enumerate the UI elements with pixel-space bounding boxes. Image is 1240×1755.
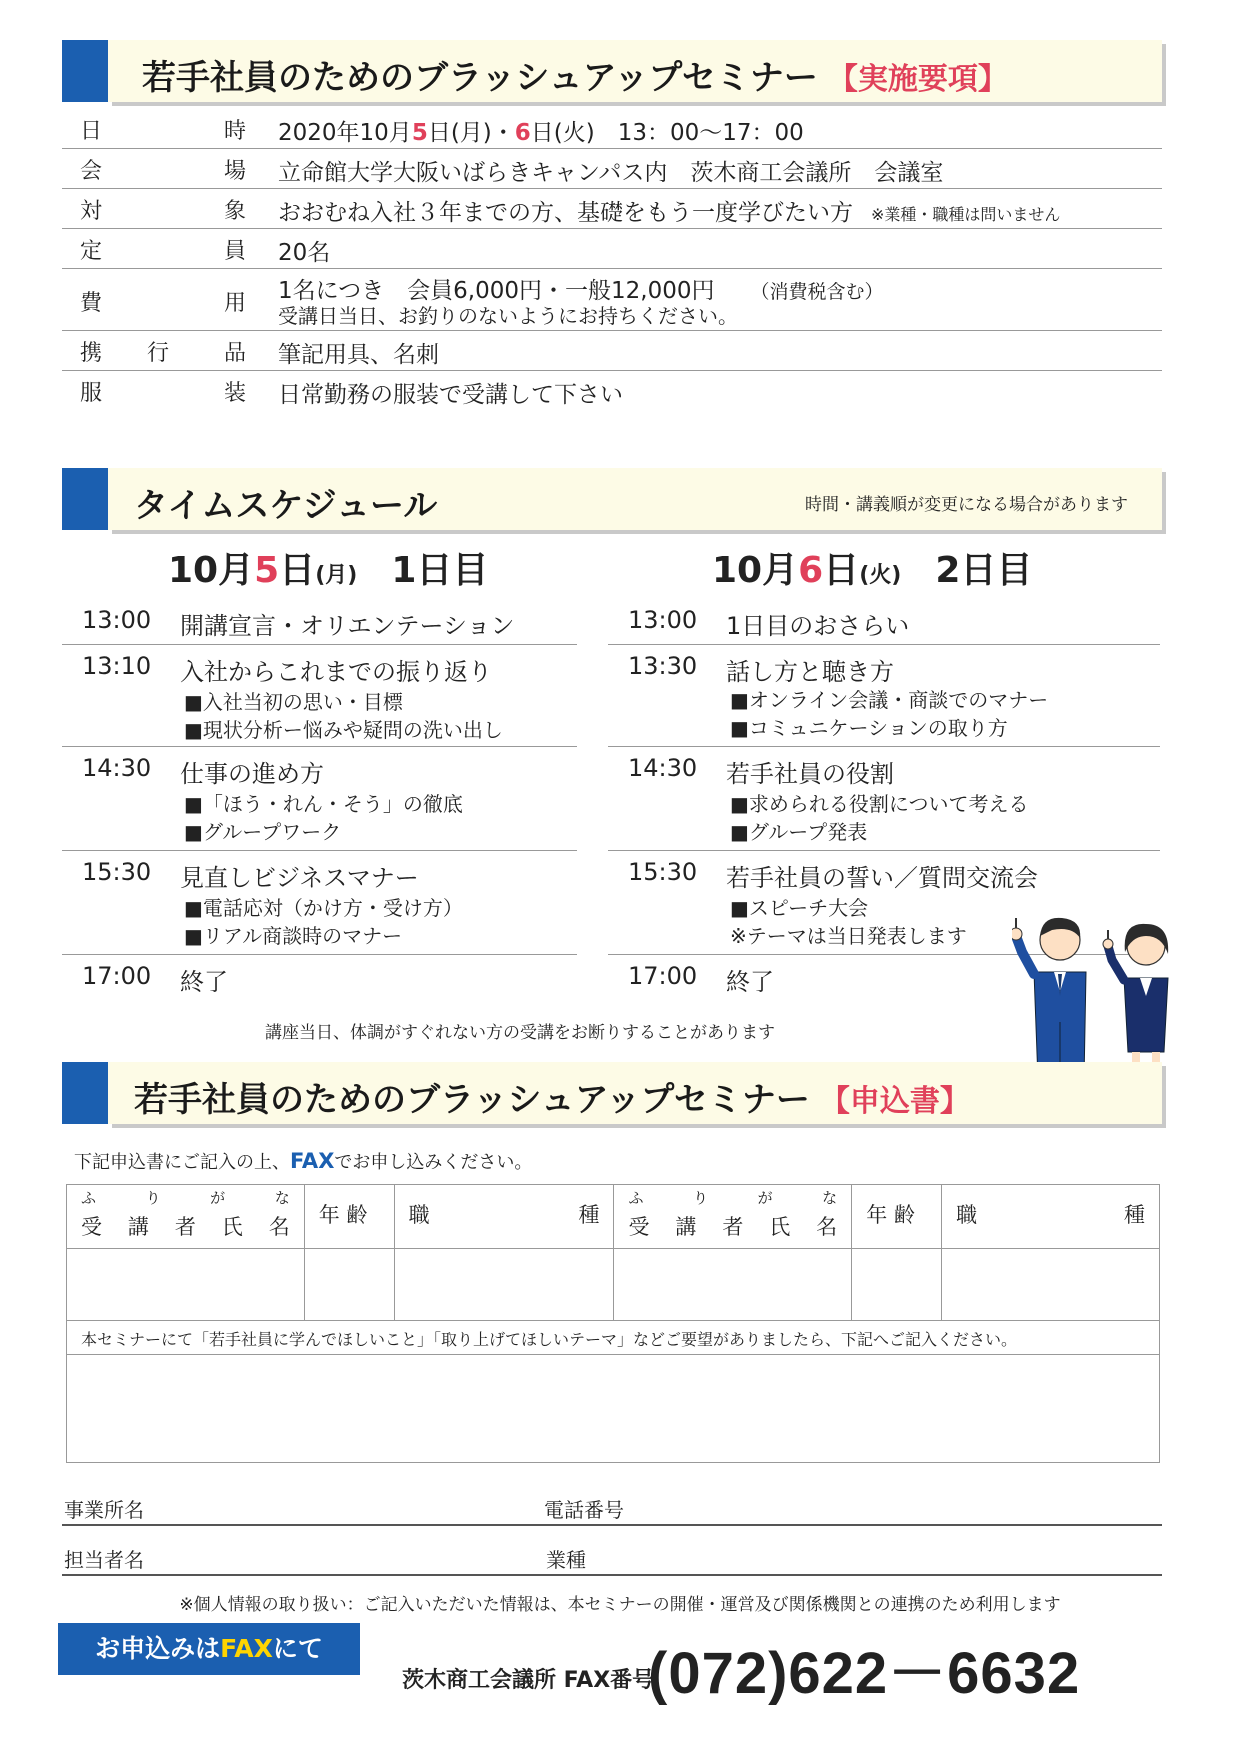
req-value-items: 筆記用具、名刺 — [278, 342, 439, 368]
day-label: 2日目 — [935, 550, 1033, 591]
furigana-char: ふ — [81, 1189, 97, 1207]
day1-heading — [168, 542, 488, 593]
req-row-datetime — [62, 108, 1162, 149]
name-input-cell[interactable] — [67, 1249, 305, 1321]
name-char: 講 — [675, 1215, 697, 1239]
banner-note: 時間・講義順が変更になる場合があります — [805, 495, 1128, 515]
banner-title: タイムスケジュール — [134, 486, 438, 526]
woman-figure — [1103, 924, 1168, 1082]
schedule-sub-item: ■入社当初の思い・目標 — [184, 690, 403, 714]
day-of-week: (月) — [315, 563, 358, 588]
schedule-row — [608, 644, 1160, 747]
date-mid: 日(月)・ — [427, 120, 515, 146]
contact-label: 担当者名 — [64, 1548, 144, 1572]
fee-payment-note: 受講日当日、お釣りのないようにお持ちください。 — [278, 304, 738, 328]
schedule-sub-item: ■電話応対（かけ方・受け方） — [184, 896, 463, 920]
apply-fax: FAX — [220, 1634, 273, 1663]
job-label: 種 — [578, 1203, 600, 1227]
req-label: 費 — [80, 291, 103, 316]
schedule-row — [62, 598, 577, 645]
man-figure — [1012, 918, 1086, 1080]
name-label — [81, 1211, 290, 1241]
application-banner — [62, 1062, 1162, 1124]
office-phone-line[interactable] — [62, 1484, 1162, 1526]
name-header — [67, 1185, 305, 1249]
industry-label: 業種 — [546, 1548, 586, 1572]
job-input-cell[interactable] — [942, 1249, 1160, 1321]
schedule-title: 若手社員の誓い／質問交流会 — [726, 864, 1038, 892]
form-intro-text: 下記申込書にご記入の上、 — [74, 1152, 290, 1173]
schedule-sub-item: ※テーマは当日発表します — [730, 924, 967, 948]
date-day1: 5 — [411, 120, 428, 146]
schedule-time: 13:00 — [82, 606, 152, 634]
businesspeople-illustration — [1012, 912, 1192, 1084]
req-label: 日 — [80, 119, 103, 144]
req-row-fee — [62, 268, 1162, 331]
schedule-sub-item: ■グループ発表 — [730, 820, 868, 844]
form-header-row — [67, 1185, 1160, 1249]
schedule-time: 14:30 — [628, 754, 698, 782]
phone-label: 電話番号 — [544, 1498, 624, 1522]
apply-text: にて — [272, 1634, 323, 1663]
contact-industry-line[interactable] — [62, 1534, 1162, 1576]
req-label: 員 — [224, 239, 247, 264]
req-label: 場 — [224, 159, 247, 184]
schedule-time: 13:00 — [628, 606, 698, 634]
req-value-venue: 立命館大学大阪いばらきキャンパス内 茨木商工会議所 会議室 — [278, 160, 944, 186]
schedule-time: 13:10 — [82, 652, 152, 680]
banner-tag: 【実施要項】 — [827, 62, 1008, 97]
banner-title — [134, 1072, 970, 1121]
schedule-time: 17:00 — [82, 962, 152, 990]
req-value-capacity: 20名 — [278, 240, 331, 266]
job-header — [942, 1185, 1160, 1249]
schedule-row — [62, 644, 577, 747]
banner-title-text: 若手社員のためのブラッシュアップセミナー — [142, 58, 818, 98]
furigana-char: り — [145, 1189, 161, 1207]
schedule-time: 15:30 — [628, 858, 698, 886]
name-char: 受 — [81, 1215, 102, 1239]
furigana-label — [628, 1187, 837, 1208]
banner-accent — [62, 1062, 108, 1124]
request-input-area[interactable] — [67, 1355, 1160, 1463]
furigana-char: ふ — [628, 1189, 644, 1207]
schedule-sub-item: ■グループワーク — [184, 820, 342, 844]
schedule-row — [62, 746, 577, 851]
schedule-title: 見直しビジネスマナー — [180, 864, 419, 892]
office-label: 事業所名 — [64, 1498, 144, 1522]
form-entry-row — [67, 1249, 1160, 1321]
req-label: 時 — [224, 119, 247, 144]
apply-text: お申込みは — [95, 1634, 221, 1663]
age-input-cell[interactable] — [304, 1249, 394, 1321]
req-value-target — [278, 194, 1060, 227]
req-label: 定 — [80, 239, 103, 264]
job-input-cell[interactable] — [394, 1249, 614, 1321]
name-char: 氏 — [769, 1215, 791, 1239]
schedule-sub-item: ■「ほう・れん・そう」の徹底 — [184, 792, 463, 816]
form-intro — [74, 1148, 532, 1174]
fax-number: (072)622－6632 — [648, 1641, 1081, 1706]
day-number: 5 — [254, 550, 280, 591]
schedule-time: 14:30 — [82, 754, 152, 782]
schedule-title: 終了 — [180, 968, 228, 996]
day-unit: 日 — [279, 550, 316, 591]
age-label: 年 齢 — [318, 1203, 368, 1227]
requirements-banner — [62, 40, 1162, 102]
name-input-cell[interactable] — [614, 1249, 852, 1321]
schedule-time: 13:30 — [628, 652, 698, 680]
request-label-cell — [67, 1321, 1160, 1355]
banner-accent — [62, 468, 108, 530]
apply-by-fax-badge — [58, 1623, 360, 1675]
schedule-sub-item: ■スピーチ大会 — [730, 896, 869, 920]
name-header — [614, 1185, 852, 1249]
schedule-row — [62, 954, 577, 1000]
age-input-cell[interactable] — [852, 1249, 942, 1321]
req-row-items — [62, 330, 1162, 371]
day-month: 10月 — [168, 550, 255, 591]
schedule-row — [608, 598, 1160, 645]
schedule-row — [608, 746, 1160, 851]
furigana-char: な — [822, 1189, 838, 1207]
req-row-capacity — [62, 228, 1162, 269]
age-header — [304, 1185, 394, 1249]
job-label: 職 — [956, 1203, 978, 1227]
banner-title-text: 若手社員のためのブラッシュアップセミナー — [134, 1080, 810, 1120]
banner-accent — [62, 40, 108, 102]
schedule-row — [62, 850, 577, 955]
fee-text: 1名につき 会員6,000円・一般12,000円 — [278, 278, 715, 304]
age-label: 年 齢 — [866, 1203, 915, 1227]
req-label: 携 — [80, 341, 103, 366]
schedule-title: 開講宣言・オリエンテーション — [180, 612, 515, 640]
schedule-title: 若手社員の役割 — [726, 760, 894, 788]
banner-title — [142, 50, 1008, 99]
req-value-dress: 日常勤務の服装で受講して下さい — [278, 382, 623, 408]
furigana-char: な — [274, 1189, 290, 1207]
schedule-title: 仕事の進め方 — [180, 760, 324, 788]
day-number: 6 — [798, 550, 824, 591]
schedule-title: 入社からこれまでの振り返り — [180, 658, 492, 686]
banner-tag: 【申込書】 — [819, 1084, 970, 1119]
target-text: おおむね入社３年までの方、基礎をもう一度学びたい方 — [278, 200, 853, 226]
name-label — [628, 1211, 837, 1241]
schedule-sub-item: ■現状分析ー悩みや疑問の洗い出し — [184, 718, 503, 742]
day-label: 1日目 — [391, 550, 489, 591]
schedule-sub-item: ■オンライン会議・商談でのマナー — [730, 688, 1049, 712]
name-char: 名 — [816, 1215, 838, 1239]
req-label: 用 — [224, 291, 247, 316]
application-form — [66, 1184, 1160, 1463]
name-char: 講 — [127, 1215, 149, 1239]
req-label: 対 — [80, 199, 103, 224]
fax-label: 茨木商工会議所 FAX番号 — [402, 1668, 655, 1693]
schedule-sub-item: ■コミュニケーションの取り方 — [730, 716, 1008, 740]
job-label: 種 — [1124, 1203, 1145, 1227]
day2-heading — [712, 542, 1032, 593]
name-char: 者 — [722, 1215, 744, 1239]
name-char: 氏 — [221, 1215, 243, 1239]
schedule-title: 1日目のおさらい — [726, 612, 910, 640]
fee-note: （消費税含む） — [750, 281, 884, 303]
date-suffix: 日(火) 13：00〜17：00 — [530, 120, 804, 146]
job-label: 職 — [408, 1203, 430, 1227]
furigana-char: り — [693, 1189, 709, 1207]
day-unit: 日 — [823, 550, 860, 591]
privacy-note: ※個人情報の取り扱い：ご記入いただいた情報は、本セミナーの開催・運営及び関係機関との連携のため利用します — [179, 1595, 1061, 1615]
date-prefix: 2020年10月 — [278, 120, 412, 146]
req-label: 品 — [224, 341, 247, 366]
schedule-time: 17:00 — [628, 962, 698, 990]
name-char: 者 — [174, 1215, 196, 1239]
health-note: 講座当日、体調がすぐれない方の受講をお断りすることがあります — [265, 1023, 775, 1043]
furigana-char: が — [210, 1189, 226, 1207]
furigana-label — [81, 1187, 290, 1208]
name-char: 名 — [268, 1215, 290, 1239]
day-month: 10月 — [712, 550, 799, 591]
request-label: 本セミナーにて「若手社員に学んでほしいこと」「取り上げてほしいテーマ」などご要望がありましたら、下記へご記入ください。 — [81, 1330, 1018, 1349]
name-char: 受 — [628, 1215, 650, 1239]
schedule-banner — [62, 468, 1162, 530]
request-label-row — [67, 1321, 1160, 1355]
schedule-sub-item: ■求められる役割について考える — [730, 792, 1029, 816]
schedule-title: 話し方と聴き方 — [726, 658, 894, 686]
schedule-sub-item: ■リアル商談時のマナー — [184, 924, 403, 948]
day-of-week: (火) — [859, 563, 902, 588]
req-label: 行 — [147, 341, 170, 366]
req-row-target — [62, 188, 1162, 229]
req-label: 会 — [80, 159, 103, 184]
req-row-dress — [62, 370, 1162, 410]
req-row-venue — [62, 148, 1162, 189]
schedule-time: 15:30 — [82, 858, 152, 886]
schedule-title: 終了 — [726, 968, 774, 996]
request-entry-row — [67, 1355, 1160, 1463]
age-header — [852, 1185, 942, 1249]
target-note: ※業種・職種は問いません — [871, 205, 1061, 224]
req-label: 服 — [80, 381, 103, 406]
job-header — [394, 1185, 614, 1249]
req-label: 象 — [224, 199, 247, 224]
form-intro-fax: FAX — [290, 1149, 335, 1173]
furigana-char: が — [757, 1189, 773, 1207]
form-intro-text: でお申し込みください。 — [334, 1152, 533, 1173]
date-day2: 6 — [514, 120, 531, 146]
req-value-datetime — [278, 114, 804, 147]
req-label: 装 — [224, 381, 247, 406]
